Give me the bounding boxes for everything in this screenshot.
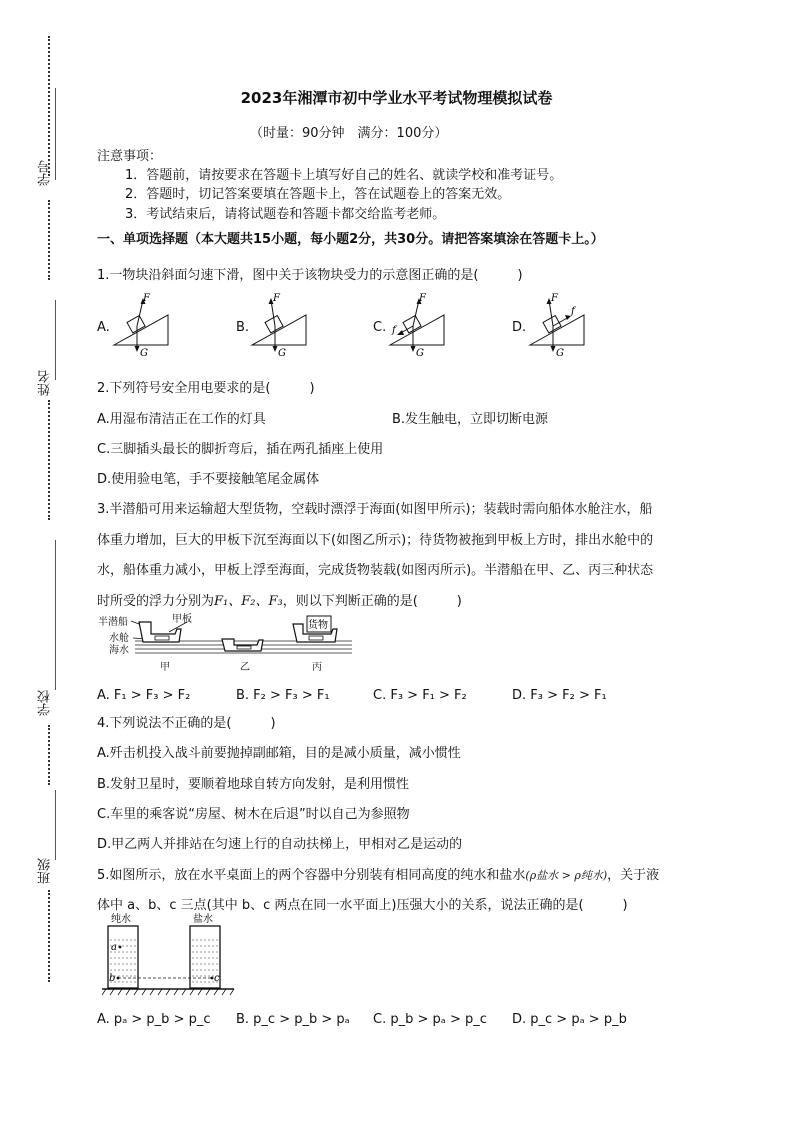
q2-option-c: C.三脚插头最长的脚折弯后，插在两孔插座上使用 (97, 442, 384, 457)
q4-option-c: C.车里的乘客说“房屋、树木在后退”时以自己为参照物 (97, 807, 410, 822)
dotted-divider (48, 890, 50, 982)
q5-option-b: B. p_c > p_b > pₐ (236, 1012, 350, 1027)
label-cargo: 货物 (308, 620, 328, 631)
q3-text: 时所受的浮力分别为 (97, 594, 215, 609)
q1-figure-a (110, 288, 180, 360)
question-1-stem: 1.一物块沿斜面匀速下滑，图中关于该物块受力的示意图正确的是( ) (97, 268, 523, 283)
q3-forces: F₁、F₂、F₃ (214, 594, 283, 609)
q1-figure-c (386, 288, 456, 360)
q4-option-a: A.歼击机投入战斗前要抛掉副邮箱，目的是减小质量，减小惯性 (97, 746, 461, 761)
q1-figure-d (526, 288, 596, 360)
solid-divider (55, 300, 56, 380)
label-bing: 丙 (312, 662, 322, 673)
page-title: 2023年湘潭市初中学业水平考试物理模拟试卷 (240, 89, 553, 107)
question-3-line: 体重力增加，巨大的甲板下沉至海面以下(如图乙所示)；待货物被拖到甲板上方时，排出水舱中的 (97, 533, 654, 548)
force-label-g: G (556, 348, 564, 359)
q4-option-b: B.发射卫星时，要顺着地球自转方向发射，是利用惯性 (97, 777, 410, 792)
q3-ship-figure (97, 612, 357, 674)
force-label-friction: f (571, 306, 575, 317)
force-label-g: G (140, 348, 148, 359)
q2-option-d: D.使用验电笔，手不要接触笔尾金属体 (97, 472, 320, 487)
q5-option-d: D. p_c > pₐ > p_b (512, 1012, 627, 1027)
force-label-f: F (419, 293, 426, 304)
dotted-divider (48, 200, 50, 280)
force-label-g: G (416, 348, 424, 359)
q1-option-d-label: D. (512, 320, 527, 335)
q3-text: ，则以下判断正确的是( ) (282, 594, 462, 609)
student-no-label: 学号 (38, 160, 53, 186)
q5-density: (ρ盐水 > ρ纯水) (525, 869, 608, 882)
q2-option-a: A.用湿布清洁正在工作的灯具 (97, 412, 266, 427)
note-item: 3．考试结束后，请将试题卷和答题卡都交给监考老师。 (125, 207, 446, 222)
q3-option-a: A. F₁ > F₃ > F₂ (97, 688, 191, 703)
question-3-line: 3.半潜船可用来运输超大型货物，空载时漂浮于海面(如图甲所示)；装载时需向船体水舱注水，船 (97, 502, 653, 517)
question-5-line (97, 868, 659, 884)
point-b-label: b (109, 973, 116, 984)
q2-option-b: B.发生触电，立即切断电源 (392, 412, 549, 427)
q3-option-d: D. F₃ > F₂ > F₁ (512, 688, 607, 703)
dotted-divider (48, 36, 50, 176)
q1-option-c-label: C. (373, 320, 387, 335)
label-yi: 乙 (240, 662, 250, 673)
q5-option-c: C. p_b > pₐ > p_c (373, 1012, 487, 1027)
question-2-stem: 2.下列符号安全用电要求的是( ) (97, 381, 315, 396)
dotted-divider (48, 400, 50, 520)
label-ship: 半潜船 (98, 617, 128, 628)
label-jia: 甲 (160, 662, 170, 673)
force-label-friction: f (392, 325, 396, 336)
note-item: 2．答题时，切记答案要填在答题卡上，答在试题卷上的答案无效。 (125, 187, 511, 202)
label-sea: 海水 (109, 645, 129, 656)
class-label: 班级 (38, 858, 53, 884)
solid-divider (55, 790, 56, 860)
exam-duration: （时量：90分钟 满分：100分） (250, 126, 448, 141)
notes-heading: 注意事项： (97, 149, 163, 164)
force-label-f: F (273, 293, 280, 304)
point-a-label: a (111, 942, 117, 953)
question-5-line: 体中 a、b、c 三点(其中 b、c 两点在同一水平面上)压强大小的关系，说法正确的是( ) (97, 898, 628, 913)
label-pure-water: 纯水 (111, 914, 131, 925)
q3-option-b: B. F₂ > F₃ > F₁ (236, 688, 330, 703)
solid-divider (55, 540, 56, 690)
q5-text: 5.如图所示，放在水平桌面上的两个容器中分别装有相同高度的纯水和盐水 (97, 868, 526, 883)
q5-text: ，关于液 (607, 868, 660, 883)
label-tank: 水舱 (109, 633, 129, 644)
q1-option-a-label: A. (97, 320, 110, 335)
question-4-stem: 4.下列说法不正确的是( ) (97, 716, 276, 731)
force-label-f: F (551, 293, 558, 304)
section-heading: 一、单项选择题（本大题共15小题，每小题2分，共30分。请把答案填涂在答题卡上。） (97, 232, 604, 247)
point-c-label: c (214, 973, 220, 984)
name-label: 姓名 (38, 370, 53, 396)
label-deck: 甲板 (172, 614, 192, 625)
question-3-line: 水，船体重力减小，甲板上浮至海面，完成货物装载(如图丙所示)。半潜船在甲、乙、丙三种状态 (97, 563, 654, 578)
force-label-f: F (143, 293, 150, 304)
q1-figure-b (248, 288, 318, 360)
note-item: 1．答题前，请按要求在答题卡上填写好自己的姓名、就读学校和准考证号。 (125, 168, 563, 183)
q5-container-figure (100, 910, 240, 1000)
dotted-divider (48, 725, 50, 785)
q5-option-a: A. pₐ > p_b > p_c (97, 1012, 211, 1027)
q1-option-b-label: B. (236, 320, 250, 335)
school-label: 学校 (38, 690, 53, 716)
q4-option-d: D.甲乙两人并排站在匀速上行的自动扶梯上，甲相对乙是运动的 (97, 837, 463, 852)
question-3-line (97, 594, 462, 610)
force-label-g: G (278, 348, 286, 359)
label-salt-water: 盐水 (193, 914, 213, 925)
q3-option-c: C. F₃ > F₁ > F₂ (373, 688, 467, 703)
